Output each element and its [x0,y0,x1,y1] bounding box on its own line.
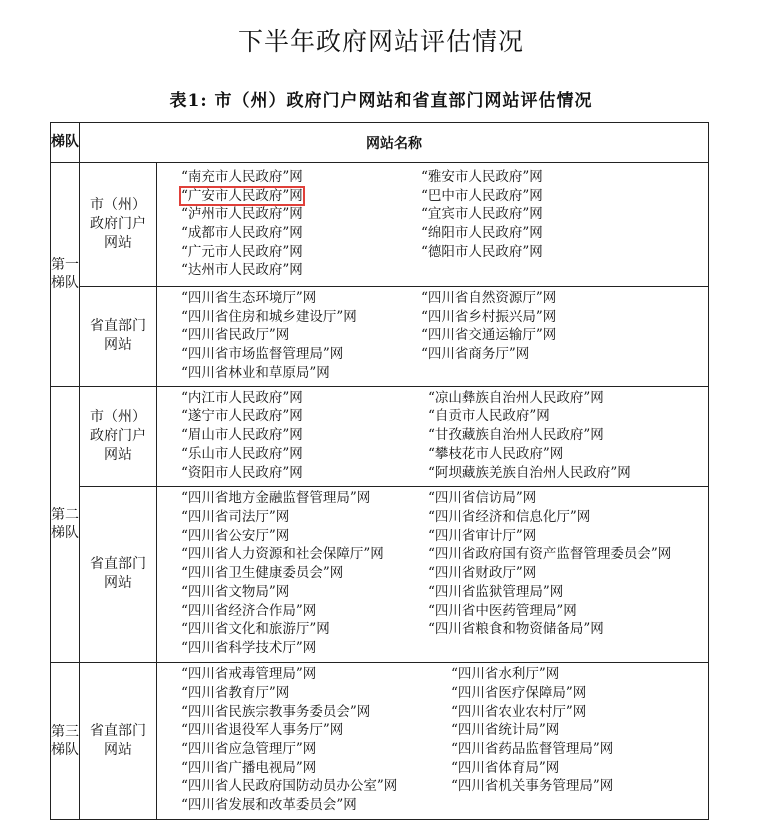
site-item: “四川省住房和城乡建设厅”网 [181,308,357,325]
site-item: “四川省教育厅”网 [181,684,290,701]
site-item: “四川省人民政府国防动员办公室”网 [181,778,398,795]
highlight-box: “广安市人民政府”网 [181,187,303,204]
group-type: 市（州）政府门户网站 [80,163,157,287]
site-item: “四川省经济和信息化厅”网 [428,509,591,526]
site-grid [157,289,708,383]
site-item: “四川省医疗保障局”网 [451,684,587,701]
site-item: “四川省卫生健康委员会”网 [181,565,344,582]
site-item: “眉山市人民政府”网 [181,427,303,444]
site-item: “四川省市场监督管理局”网 [181,346,344,363]
site-item: “四川省经济合作局”网 [181,602,317,619]
site-item: “四川省发展和改革委员会”网 [181,797,357,814]
site-list [157,386,709,486]
evaluation-table [50,122,709,820]
site-item: “四川省统计局”网 [451,722,560,739]
site-item: “宜宾市人民政府”网 [421,206,543,223]
site-item: “内江市人民政府”网 [181,389,303,406]
header-tier: 梯队 [51,123,80,163]
site-item: “成都市人民政府”网 [181,225,303,241]
site-item: “四川省文物局”网 [181,583,290,600]
site-item: “广元市人民政府”网 [181,243,303,260]
site-item: “四川省应急管理厅”网 [181,741,317,758]
site-item: “四川省地方金融监督管理局”网 [181,490,371,507]
site-item: “四川省林业和草原局”网 [181,364,330,381]
site-item: “巴中市人民政府”网 [421,187,543,204]
site-item: “四川省粮食和物资储备局”网 [428,621,604,638]
tier-label: 第一梯队 [51,163,80,387]
table-row [51,662,709,819]
site-item: “四川省监狱管理局”网 [428,583,564,600]
site-item: “四川省财政厅”网 [428,565,537,582]
site-item: “四川省审计厅”网 [428,527,537,544]
site-item: “四川省信访局”网 [428,490,537,507]
site-item: “四川省民族宗教事务委员会”网 [181,703,371,720]
site-grid [157,665,708,815]
site-item: “四川省交通运输厅”网 [421,327,557,344]
site-item: “攀枝花市人民政府”网 [428,445,564,462]
site-item: “四川省司法厅”网 [181,509,290,526]
site-list [157,163,709,287]
site-grid [157,168,708,280]
site-item: “四川省水利厅”网 [451,666,560,683]
site-item: “四川省药品监督管理局”网 [451,741,614,758]
site-item: “四川省机关事务管理局”网 [451,778,614,795]
site-item: “四川省生态环境厅”网 [181,290,317,306]
site-item: “四川省民政厅”网 [181,327,290,344]
site-item: “四川省农业农村厅”网 [451,703,587,720]
table-row [51,287,709,387]
site-item: “四川省人力资源和社会保障厅”网 [181,546,384,563]
site-item: “泸州市人民政府”网 [181,206,303,223]
site-item: “四川省中医药管理局”网 [428,602,577,619]
site-item: “四川省文化和旅游厅”网 [181,621,330,638]
group-type: 省直部门网站 [80,287,157,387]
site-item: “绵阳市人民政府”网 [421,225,543,241]
site-item: “四川省政府国有资产监督管理委员会”网 [428,546,672,563]
site-item: “雅安市人民政府”网 [421,168,543,185]
site-item: “四川省乡村振兴局”网 [421,308,557,325]
site-item-highlighted [181,187,421,206]
site-item: “阿坝藏族羌族自治州人民政府”网 [428,464,631,481]
site-list [157,662,709,819]
site-item: “四川省戒毒管理局”网 [181,666,317,683]
table-caption: 表1: 市（州）政府门户网站和省直部门网站评估情况 [169,91,593,111]
site-grid [157,489,708,657]
table-row [51,386,709,486]
site-list [157,287,709,387]
header-site-name: 网站名称 [80,123,709,163]
table-row [51,163,709,287]
group-type: 市（州）政府门户网站 [80,386,157,486]
site-item: “四川省自然资源厅”网 [421,290,557,306]
site-item: “四川省公安厅”网 [181,527,290,544]
tier-label: 第二梯队 [51,386,80,662]
site-item: “南充市人民政府”网 [181,168,303,185]
site-item: “四川省科学技术厅”网 [181,639,317,656]
site-item: “达州市人民政府”网 [181,262,303,279]
site-item: “四川省退役军人事务厅”网 [181,722,344,739]
site-list [157,486,709,662]
site-item: “四川省体育局”网 [451,759,560,776]
site-item: “遂宁市人民政府”网 [181,408,303,425]
site-grid [157,389,708,483]
page-title: 下半年政府网站评估情况 [237,27,524,56]
group-type: 省直部门网站 [80,486,157,662]
site-item: “凉山彝族自治州人民政府”网 [428,389,604,406]
group-type: 省直部门网站 [80,662,157,819]
site-item: “自贡市人民政府”网 [428,408,550,425]
site-item: “乐山市人民政府”网 [181,445,303,462]
site-item: “四川省商务厅”网 [421,346,530,363]
site-item: “四川省广播电视局”网 [181,759,317,776]
site-item: “资阳市人民政府”网 [181,464,303,481]
tier-label: 第三梯队 [51,662,80,819]
table-row [51,486,709,662]
site-item: “德阳市人民政府”网 [421,243,543,260]
table-header-row [51,123,709,163]
site-item: “甘孜藏族自治州人民政府”网 [428,427,604,444]
